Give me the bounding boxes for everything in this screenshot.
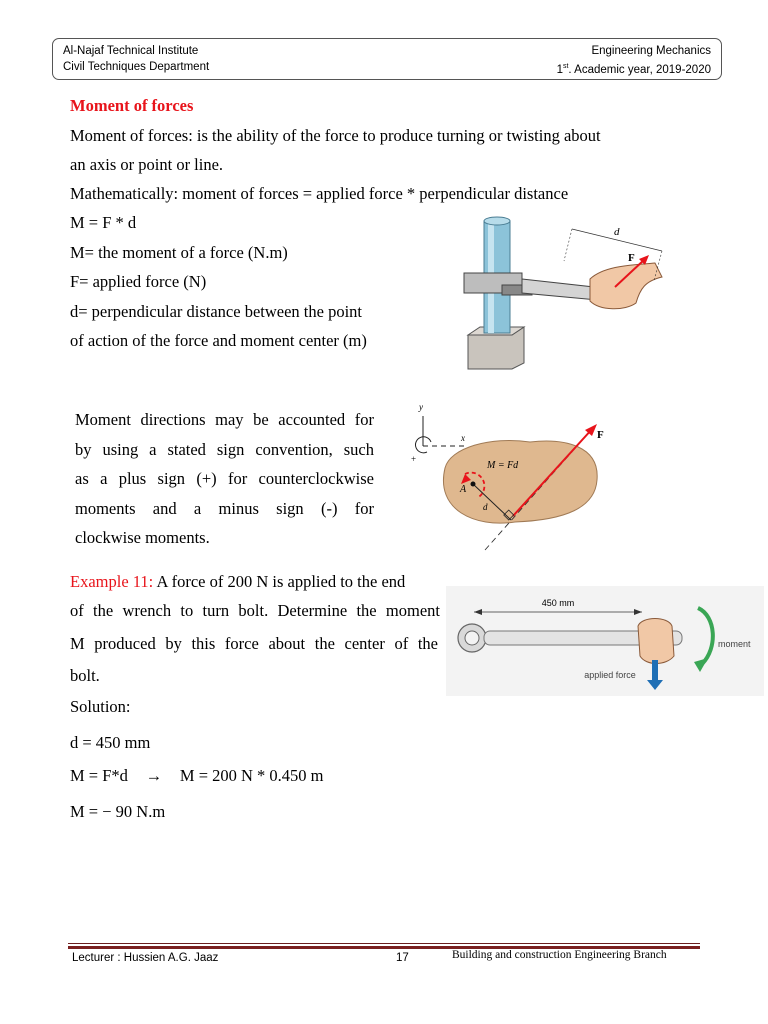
example-line-4: bolt. [70, 666, 100, 685]
wrench-pipe-figure [440, 215, 680, 375]
year-ordinal: 1 [556, 63, 563, 76]
definition-line-2: an axis or point or line. [70, 155, 224, 174]
sign-line-2: by using a stated sign convention, such [75, 440, 374, 459]
sign-line-4: moments and a minus sign (-) for [75, 499, 374, 518]
applied-force-shaft [652, 660, 658, 680]
moment-equation-label: M = Fd [487, 460, 519, 471]
f-definition: F= applied force (N) [70, 272, 207, 291]
moment-formula: M = F * d [70, 213, 137, 232]
solution-heading: Solution: [70, 697, 131, 716]
example-line-1 [70, 572, 405, 592]
moment-body-figure [405, 398, 625, 558]
point-a [471, 482, 476, 487]
result: M = − 90 N.m [70, 802, 166, 821]
year-rest: . Academic year, 2019-2020 [568, 63, 711, 76]
institute-name: Al-Najaf Technical Institute [63, 45, 199, 57]
example-line-2: of the wrench to turn bolt. Determine the moment [70, 601, 440, 620]
sign-line-1: Moment directions may be accounted for [75, 410, 374, 429]
d-arm-label: d [483, 502, 488, 512]
header-right [557, 43, 711, 78]
header-left [63, 43, 209, 75]
dimension-extension-1 [564, 229, 572, 261]
department-name: Civil Techniques Department [63, 61, 210, 73]
wrench-bolt-hole [465, 631, 479, 645]
sign-line-3: as a plus sign (+) for counterclockwise [75, 469, 374, 488]
sign-line-5: clockwise moments. [75, 528, 210, 547]
page-number: 17 [396, 952, 409, 964]
example-text-1: A force of 200 N is applied to the end [153, 572, 406, 591]
x-label: x [461, 433, 465, 443]
equation-line [70, 766, 324, 786]
subject-name: Engineering Mechanics [591, 45, 711, 57]
plus-label: + [411, 454, 417, 464]
section-title: Moment of forces [70, 96, 194, 115]
d-label: d [614, 226, 620, 238]
equation-arrow: → [145, 766, 163, 785]
definition-line-1: Moment of forces: is the ability of the force to produce turning or twisting about [70, 126, 601, 145]
d-definition-1: d= perpendicular distance between the point [70, 302, 362, 321]
hand [638, 619, 674, 664]
lecturer-name: Lecturer : Hussien A.G. Jaaz [72, 952, 219, 964]
force-label: F [597, 429, 604, 441]
footer-rule-thin [68, 943, 700, 944]
page-header [52, 38, 722, 80]
academic-year [557, 59, 711, 78]
year-suffix: st [562, 63, 569, 70]
applied-force-label: applied force [584, 670, 636, 680]
example-line-3: M produced by this force about the center of the [70, 634, 438, 653]
branch-name: Building and construction Engineering Branch [452, 949, 667, 961]
m-definition: M= the moment of a force (N.m) [70, 243, 288, 262]
math-definition: Mathematically: moment of forces = applied force * perpendicular distance [70, 184, 569, 203]
hand [590, 263, 662, 309]
equation-right: M = 200 N * 0.450 m [179, 766, 324, 785]
a-label: A [460, 484, 467, 495]
dim-label: 450 mm [541, 598, 575, 608]
d-definition-2: of action of the force and moment center (m) [70, 331, 367, 350]
equation-left: M = F*d [70, 766, 128, 785]
wrench-bolt-figure [446, 586, 764, 696]
y-label: y [419, 402, 423, 412]
moment-label: moment [718, 639, 751, 649]
f-label: F [628, 252, 635, 264]
pipe-top [484, 217, 510, 225]
example-label: Example 11: [70, 572, 154, 591]
d-value: d = 450 mm [70, 733, 151, 752]
